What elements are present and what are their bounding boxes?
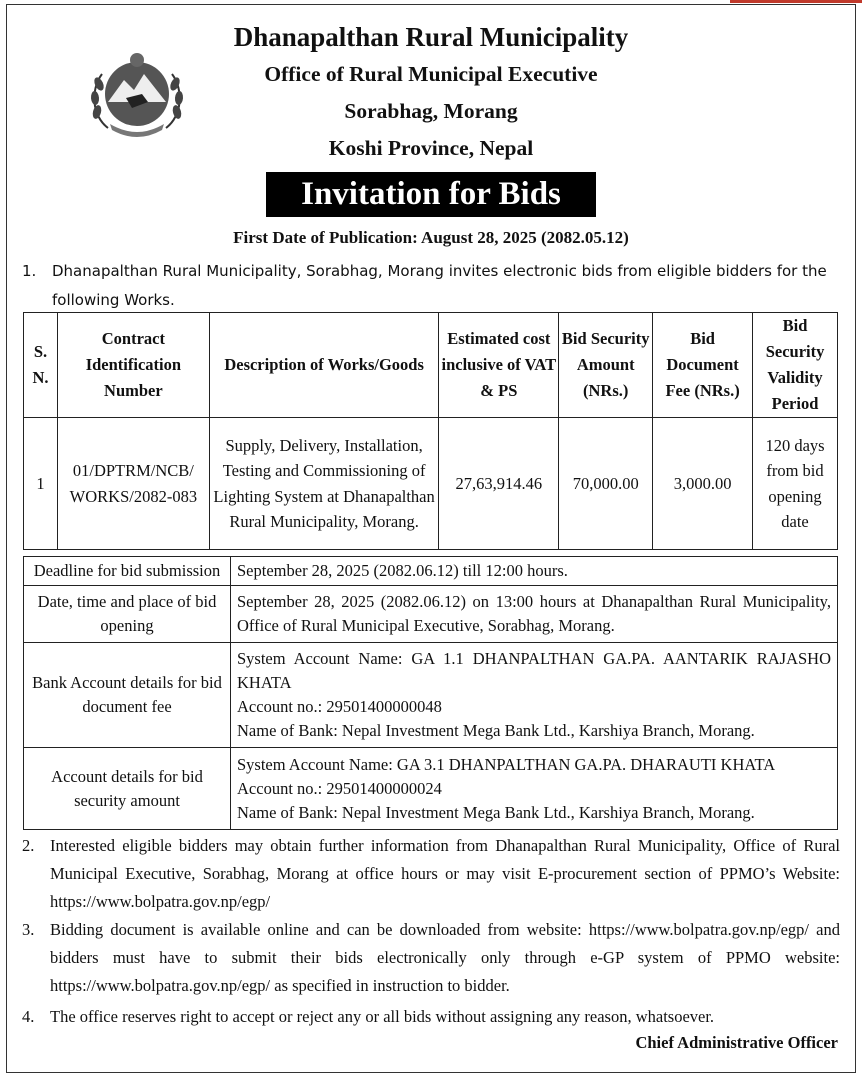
bid-details-table [23, 556, 838, 830]
intro-text: Dhanapalthan Rural Municipality, Sorabhag, Morang invites electronic bids from eligible bidders for the following Works. [52, 262, 827, 309]
detail-row-deadline [24, 557, 838, 586]
item-number: 3. [22, 920, 35, 939]
list-item [22, 916, 840, 1000]
publication-date: First Date of Publication: August 28, 2025 (2082.05.12) [233, 228, 629, 247]
cell-sn: 1 [24, 418, 58, 550]
table-row [24, 418, 838, 550]
col-bid-security: Bid Security Amount (NRs.) [559, 313, 653, 418]
account-number: Account no.: 29501400000048 [237, 697, 442, 716]
detail-value [231, 748, 838, 830]
province-name: Koshi Province, Nepal [328, 136, 534, 160]
municipality-name: Dhanapalthan Rural Municipality [233, 22, 629, 52]
list-item [22, 832, 840, 916]
bank-name: Name of Bank: Nepal Investment Mega Bank Ltd., Karshiya Branch, Morang. [237, 721, 755, 740]
col-estimated-cost: Estimated cost inclusive of VAT & PS [439, 313, 559, 418]
account-name: System Account Name: GA 1.1 DHANPALTHAN GA.PA. AANTARIK RAJASHO KHATA [237, 649, 831, 692]
detail-label: Bank Account details for bid document fee [24, 643, 231, 748]
red-corner-mark [730, 0, 862, 3]
office-location: Sorabhag, Morang [344, 99, 518, 123]
cell-validity: 120 days from bid opening date [753, 418, 838, 550]
detail-label: Date, time and place of bid opening [24, 586, 231, 643]
detail-label: Deadline for bid submission [24, 557, 231, 586]
col-validity: Bid Security Validity Period [753, 313, 838, 418]
cell-estimated-cost: 27,63,914.46 [439, 418, 559, 550]
col-document-fee: Bid Document Fee (NRs.) [653, 313, 753, 418]
item-text: The office reserves right to accept or reject any or all bids without assigning any reason, whatsoever. [50, 1007, 715, 1026]
cell-bid-security: 70,000.00 [559, 418, 653, 550]
item-number: 2. [22, 836, 35, 855]
intro-paragraph [22, 257, 842, 315]
col-sn: S. N. [24, 313, 58, 418]
list-item [22, 1003, 840, 1031]
item-text: Interested eligible bidders may obtain further information from Dhanapalthan Rural Municipality, Office of Rural Municipal Executive, Sorabhag, Morang at office hours or may visit E-procurement section of PPMO’s Website: https://www.bolpatra.gov.np/egp/ [50, 836, 840, 911]
detail-row-opening [24, 586, 838, 643]
item-text: Bidding document is available online and can be downloaded from website: https://www.bolpatra.gov.np/egp/ and bidders must have to submit their bids electronically only through e-GP system of PPMO website: https://www.bolpatra.gov.np/egp/ as specified in instruction to bidder. [50, 920, 840, 995]
cell-description: Supply, Delivery, Installation, Testing and Commissioning of Lighting System at Dhanapalthan Rural Municipality, Morang. [209, 418, 439, 550]
cell-document-fee: 3,000.00 [653, 418, 753, 550]
account-number: Account no.: 29501400000024 [237, 778, 442, 798]
notice-title-banner: Invitation for Bids [266, 172, 596, 217]
col-description: Description of Works/Goods [209, 313, 439, 418]
detail-value: September 28, 2025 (2082.06.12) on 13:00 hours at Dhanapalthan Rural Municipality, Office of Rural Municipal Executive, Sorabhag, Morang. [231, 586, 838, 643]
detail-row-fee-account [24, 643, 838, 748]
detail-value: September 28, 2025 (2082.06.12) till 12:00 hours. [231, 557, 838, 586]
signature-title: Chief Administrative Officer [635, 1033, 838, 1052]
office-name: Office of Rural Municipal Executive [264, 62, 598, 86]
works-table-header [24, 313, 838, 418]
detail-row-security-account [24, 748, 838, 830]
detail-value [231, 643, 838, 748]
bank-name: Name of Bank: Nepal Investment Mega Bank Ltd., Karshiya Branch, Morang. [237, 802, 755, 822]
item-number: 4. [22, 1007, 35, 1026]
works-table [23, 312, 838, 550]
col-contract-id: Contract Identification Number [57, 313, 209, 418]
cell-contract-id: 01/DPTRM/NCB/ WORKS/2082-083 [57, 418, 209, 550]
account-name: System Account Name: GA 3.1 DHANPALTHAN GA.PA. DHARAUTI KHATA [237, 754, 776, 774]
intro-number: 1. [22, 262, 37, 280]
detail-label: Account details for bid security amount [24, 748, 231, 830]
